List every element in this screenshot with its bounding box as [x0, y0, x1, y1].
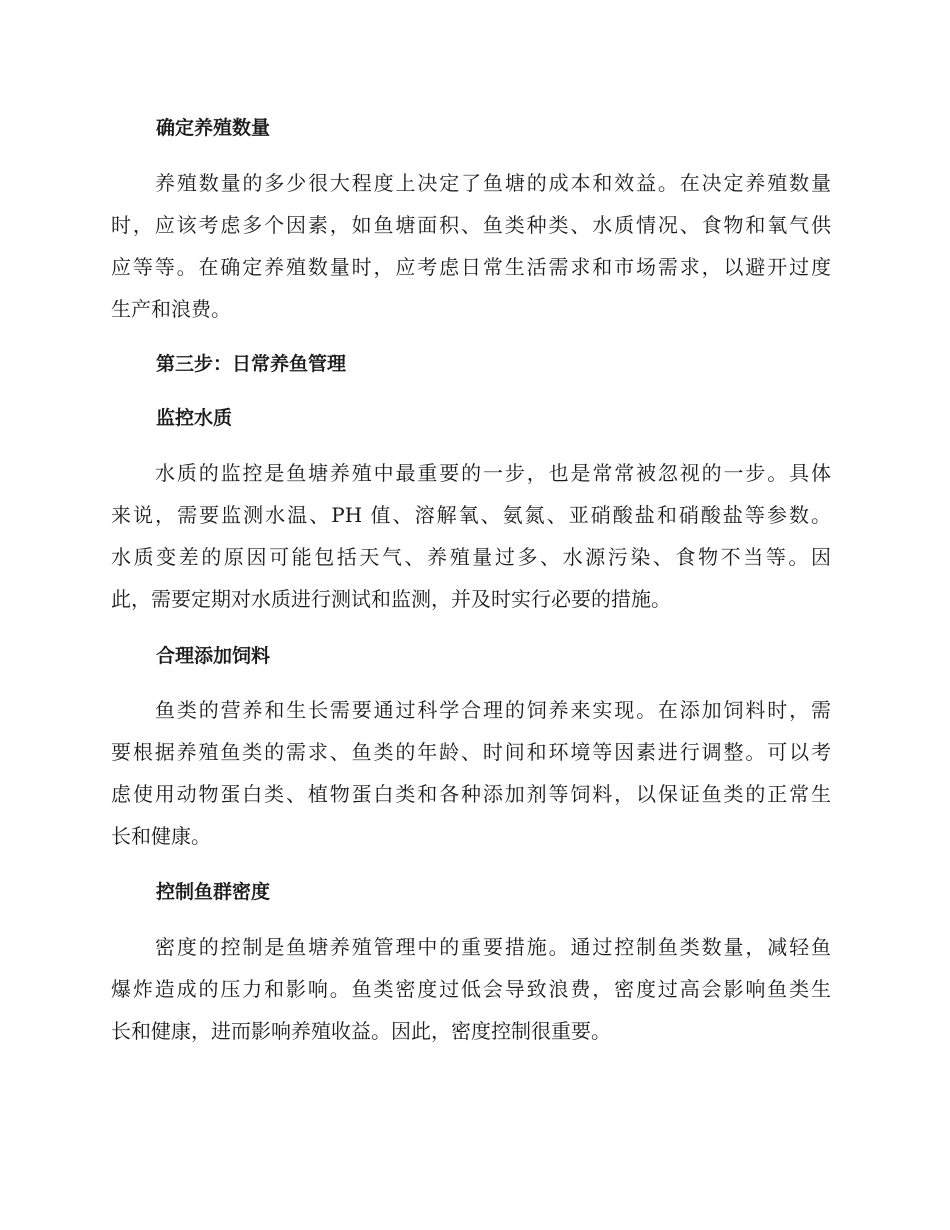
paragraph-line: 此，需要定期对水质进行测试和监测，并及时实行必要的措施。	[111, 587, 671, 611]
section-heading-determine-quantity: 确定养殖数量	[156, 117, 271, 139]
paragraph-line: 水质的监控是鱼塘养殖中最重要的一步，也是常常被忽视的一步。具体	[155, 461, 831, 485]
paragraph-line: 来说，需要监测水温、PH 值、溶解氧、氨氮、亚硝酸盐和硝酸盐等参数。	[111, 503, 831, 527]
paragraph-line: 养殖数量的多少很大程度上决定了鱼塘的成本和效益。在决定养殖数量	[155, 171, 831, 195]
paragraph-density	[111, 926, 831, 1052]
paragraph-line: 应等等。在确定养殖数量时，应考虑日常生活需求和市场需求，以避开过度	[111, 255, 831, 279]
paragraph-monitor-water	[111, 452, 831, 620]
section-heading-density: 控制鱼群密度	[156, 881, 271, 903]
paragraph-line: 爆炸造成的压力和影响。鱼类密度过低会导致浪费，密度过高会影响鱼类生	[111, 977, 831, 1001]
section-heading-step-three: 第三步：日常养鱼管理	[156, 353, 347, 375]
section-heading-feeding: 合理添加饲料	[156, 645, 271, 667]
paragraph-line: 水质变差的原因可能包括天气、养殖量过多、水源污染、食物不当等。因	[111, 545, 831, 569]
paragraph-line: 长和健康，进而影响养殖收益。因此，密度控制很重要。	[111, 1019, 611, 1043]
paragraph-line: 要根据养殖鱼类的需求、鱼类的年龄、时间和环境等因素进行调整。可以考	[111, 740, 831, 764]
paragraph-line: 生产和浪费。	[111, 297, 231, 321]
paragraph-line: 长和健康。	[111, 824, 211, 848]
paragraph-line: 鱼类的营养和生长需要通过科学合理的饲养来实现。在添加饲料时，需	[155, 698, 831, 722]
paragraph-determine-quantity	[111, 162, 831, 330]
paragraph-feeding	[111, 689, 831, 857]
section-heading-monitor-water: 监控水质	[156, 407, 233, 429]
paragraph-line: 虑使用动物蛋白类、植物蛋白类和各种添加剂等饲料，以保证鱼类的正常生	[111, 782, 831, 806]
paragraph-line: 密度的控制是鱼塘养殖管理中的重要措施。通过控制鱼类数量，减轻鱼	[155, 935, 831, 959]
paragraph-line: 时，应该考虑多个因素，如鱼塘面积、鱼类种类、水质情况、食物和氧气供	[111, 213, 831, 237]
